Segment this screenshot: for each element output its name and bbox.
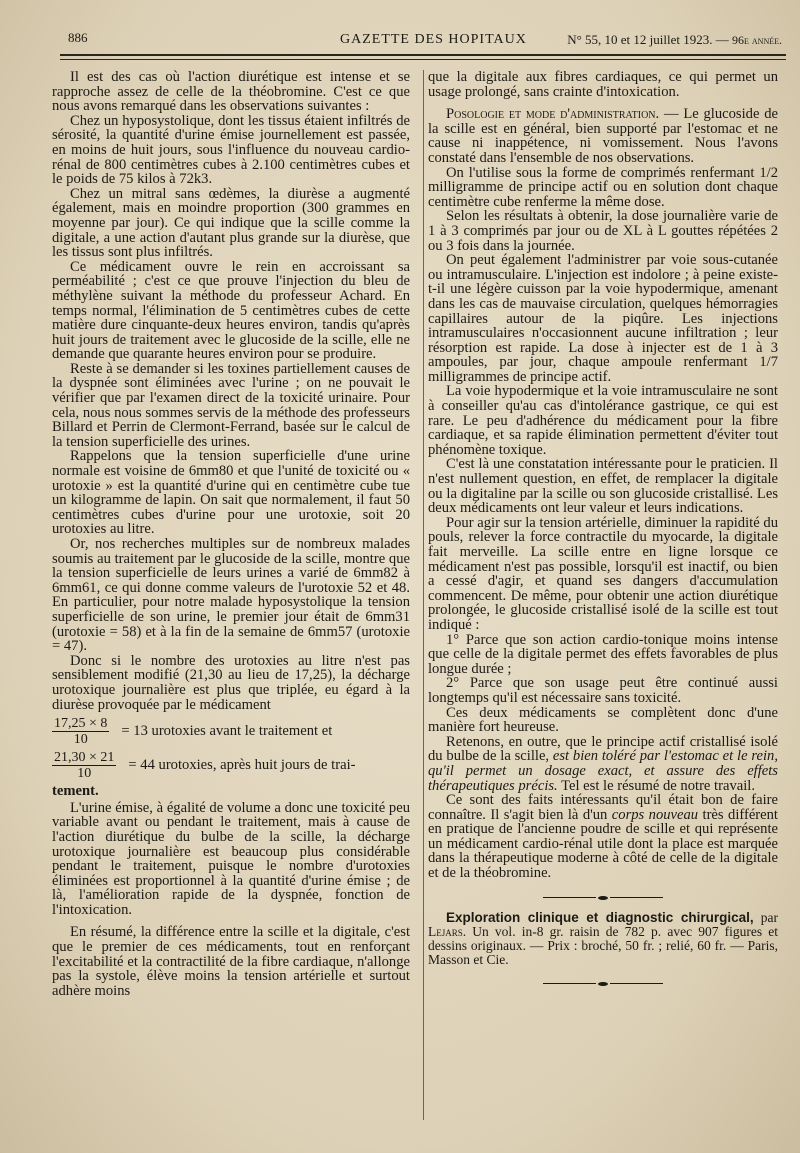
issue-year: 96e année. (732, 33, 782, 47)
paragraph-text: Retenons, en outre, que le principe actif cristallisé isolé du bulbe de la scille, (428, 733, 778, 765)
header-rule (60, 54, 786, 60)
paragraph: Ces deux médicaments se complètent donc d'une manière fort heureuse. (428, 704, 778, 736)
paragraph: Ce médicament ouvre le rein en accroissant sa perméabilité ; c'est ce que prouve l'injection du bleu de méthylène suivant la méthode du professeur Achard. En temps normal, l'élimination de 5 centimètres cubes de cette matière dure cinquante-deux heures environ, tandis qu'après huit jours de traitement avec le glucoside de la scille, elle ne demande que quarante heures environ pour se produire. (52, 258, 410, 363)
paragraph: Reste à se demander si les toxines partiellement causes de la dyspnée sont éliminées avec l'urine ; on ne pouvait le vérifier que par l'examen direct de la toxicité urinaire. Pour cela, nous nous sommes servis de la méthode des professeurs Billard et Perrin de Clermont-Ferrand, basée sur le calcul de la tension superficielle des urines. (52, 360, 410, 450)
fraction-numerator: 21,30 × 21 (54, 750, 115, 766)
section-heading: Posologie et mode d'administration. (446, 106, 660, 123)
column-divider (423, 70, 424, 1120)
paragraph (428, 735, 778, 793)
formula-text: = 44 urotoxies, après huit jours de trai- (128, 757, 356, 774)
paragraph: 2° Parce que son usage peut être continué aussi longtemps qu'il est nécessaire sans toxicité. (428, 675, 778, 706)
paragraph: L'urine émise, à égalité de volume a donc une toxicité peu variable avant ou pendant le traitement, mais à cause de l'action diurétique du bulbe de la scille, la décharge urotoxique journalière est beaucoup plus considérable pendant le traitement, puisque le nombre d'urotoxies éliminées est proportionnel à la quantité d'urine émise ; de là, l'amélioration rapide de la dyspnée, fonction de l'intoxication. (52, 799, 410, 918)
paragraph: Rappelons que la tension superficielle d'une urine normale est voisine de 6mm80 et que l'unité de toxicité ou « urotoxie » est la quantité d'urine qui en centimètre cube tue un kilogramme de lapin. On sait que normalement, il faut 50 centimètres cubes d'urine pour une urotoxie, soit 20 urotoxies au litre. (52, 448, 410, 538)
formula-block (52, 716, 410, 799)
book-title: Exploration clinique et diagnostic chirurgical, (446, 909, 754, 925)
formula-row (52, 750, 410, 781)
book-details: Un vol. in-8 gr. raisin de 782 p. avec 907 figures et dessins originaux. — Prix : broché, 50 fr. ; relié, 60 fr. — Paris, Masson et Cie. (428, 923, 778, 967)
page-header (60, 30, 782, 54)
emphasis-text: corps nouveau (611, 806, 699, 823)
paragraph: Donc si le nombre des urotoxies au litre n'est pas sensiblement modifié (21,30 au lieu de 17,25), la décharge urotoxique journalière est plus que triplée, eu égard à la diurèse provoquée par le médicament (52, 652, 410, 713)
paragraph: On peut également l'administrer par voie sous-cutanée ou intramusculaire. L'injection est indolore ; à peine existe-t-il une légère cuisson par la voie hypodermique, amenant dans les cas de mauvaise circulation, quelques hémorragies capillaires autour de la piqûre. Les injections intramusculaires n'occasionnent aucune infiltration ; leur résorption est rapide. La dose à injecter est de 1 à 3 ampoules, par jour, chaque ampoule renfermant 1/7 milligrammes de principe actif. (428, 252, 778, 385)
issue-date: N° 55, 10 et 12 juillet 1923. — (567, 32, 729, 47)
left-column (52, 70, 410, 998)
paragraph: que la digitale aux fibres cardiaques, ce qui permet un usage prolongé, sans crainte d'intoxication. (428, 69, 778, 100)
paragraph: Selon les résultats à obtenir, la dose journalière varie de 1 à 3 comprimés par jour ou de XL à L gouttes répétées 2 ou 3 fois dans la journée. (428, 208, 778, 254)
issue-info (567, 32, 782, 48)
fraction (52, 750, 116, 781)
biblio-connector: par (753, 909, 778, 925)
formula-text: = 13 urotoxies avant le traitement et (121, 723, 333, 740)
journal-title: GAZETTE DES HOPITAUX (340, 32, 527, 47)
paragraph: On l'utilise sous la forme de comprimés renfermant 1/2 milligramme de principe actif ou en solution dont chaque centimètre cube renferme la même dose. (428, 164, 778, 210)
section-separator (543, 895, 663, 901)
paragraph (428, 793, 778, 881)
paragraph-text: très différent en pratique de l'ancienne poudre de scille et qui représente un médicament cardio-rénal utile dont la place est marquée dans la thérapeutique moderne à côté de celle de la digitale et de la théobromine. (428, 806, 778, 882)
paragraph (428, 107, 778, 165)
paragraph: En résumé, la différence entre la scille et la digitale, c'est que le premier de ces médicaments, tout en renforçant l'excitabilité et la contractilité de la fibre cardiaque, n'allonge pas la systole, élève moins la tension artérielle et surtout adhère moins (52, 924, 410, 999)
paragraph-text: — Le glucoside de la scille est en général, bien supporté par l'estomac et ne cause ni inappétence, ni vomissement. Nous l'avons constaté dans l'ensemble de nos observations. (428, 106, 778, 166)
section-separator (543, 981, 663, 987)
book-author: Lejars. (428, 923, 467, 939)
paragraph: Pour agir sur la tension artérielle, diminuer la rapidité du pouls, relever la force contractile du myocarde, la digitale fait merveille. La scille entre en ligne lorsque ce médicament n'est pas possible, lorsqu'il est inactif, ou bien a cessé d'agir, et quand ses dangers d'accumulation commencent. De même, pour obtenir une action diurétique prolongée, le glucoside cristallisé isolé de la scille est tout indiqué : (428, 514, 778, 633)
formula-row (52, 716, 410, 747)
paragraph: Il est des cas où l'action diurétique est intense et se rapproche assez de celle de la théobromine. C'est ce que nous avons remarqué dans les observations suivantes : (52, 69, 410, 115)
formula-tail: tement. (52, 783, 99, 800)
fraction-denominator: 10 (73, 732, 88, 748)
paragraph: 1° Parce que son action cardio-tonique moins intense que celle de la digitale permet des effets favorables de plus longue durée ; (428, 631, 778, 677)
paragraph: Chez un mitral sans œdèmes, la diurèse a augmenté également, mais en moindre proportion (300 grammes en moyenne par jour). Ce qui indique que la scille comme la digitale, a une action d'autant plus grande sur la diurèse, que les tissus sont plus infiltrés. (52, 185, 410, 261)
page-number: 886 (68, 30, 88, 45)
paragraph: Chez un hyposystolique, dont les tissus étaient infiltrés de sérosité, la quantité d'urine émise journellement est passée, en moins de huit jours, sous l'influence du nouveau cardio-rénal de 800 centimètres cubes à 2.100 centimètres cubes et le poids de 75 kilos à 72k3. (52, 112, 410, 188)
paragraph: La voie hypodermique et la voie intramusculaire ne sont à conseiller qu'au cas d'intolérance gastrique, ce qui est rare. Le peu d'adhérence du médicament pour la fibre cardiaque, et sa rapide élimination permettent d'éviter tout phénomène toxique. (428, 383, 778, 458)
fraction (52, 716, 109, 747)
paragraph-text: Ce sont des faits intéressants qu'il était bon de faire connaître. Il s'agit bien là d'un (428, 792, 778, 823)
emphasis-text: est bien toléré par l'estomac et le rein, qu'il permet un dosage exact, et assure des effets thérapeutiques précis. (428, 748, 778, 794)
fraction-numerator: 17,25 × 8 (54, 716, 108, 732)
bibliography-entry (428, 911, 778, 967)
fraction-denominator: 10 (77, 766, 92, 782)
paragraph-text: Tel est le résumé de notre travail. (557, 777, 755, 794)
right-column (428, 70, 778, 997)
paragraph: C'est là une constatation intéressante pour le praticien. Il n'est nullement question, en effet, de remplacer la digitale ou la digitaline par la scille ou son glucoside cristallisé. Les deux médicaments ont leur valeur et leurs indications. (428, 456, 778, 517)
paragraph: Or, nos recherches multiples sur de nombreux malades soumis au traitement par le glucoside de la scille, montre que la tension superficielle de leurs urines a varié de 6mm82 à 6mm61, ce qui donne comme valeurs de l'urotoxie 52 et 48. En particulier, pour notre malade hyposystolique la tension superficielle de son urine, le premier jour était de 6mm31 (urotoxie = 58) et à la fin de la semaine de 6mm57 (urotoxie = 47). (52, 536, 410, 655)
